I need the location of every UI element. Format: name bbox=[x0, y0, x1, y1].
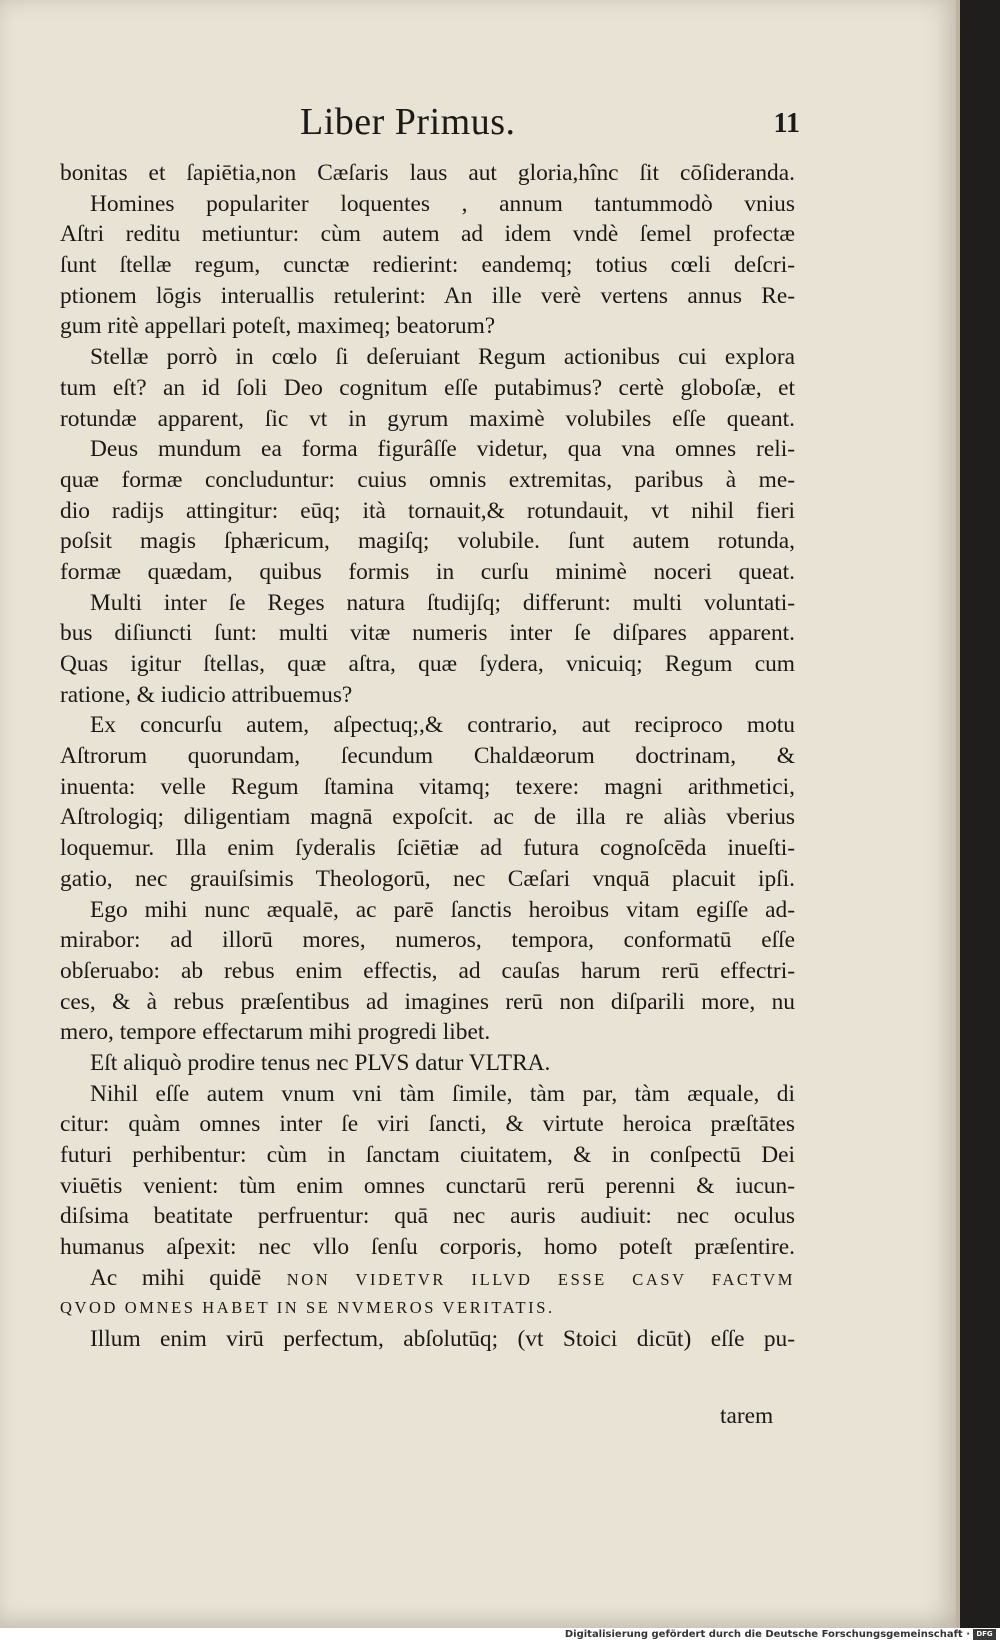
text-line: Ego mihi nunc æqualē, ac parē ſanctis heroibus vitam egiſſe ad- bbox=[90, 896, 795, 923]
text-line: obſeruabo: ab rebus enim effectis, ad cauſas harum rerū effectri- bbox=[60, 957, 795, 984]
text-line: loquemur. Illa enim ſyderalis ſciētiæ ad futura cognoſcēda inueſti- bbox=[60, 835, 795, 862]
text-line: diſsima beatitate perfruentur: quā nec auris audiuit: nec oculus bbox=[60, 1203, 795, 1230]
text-line: Ex concurſu autem, aſpectuq;,& contrario, aut reciproco motu bbox=[90, 712, 795, 739]
small-caps-lead: Ac mihi quidē bbox=[90, 1264, 262, 1291]
text-line: humanus aſpexit: nec vllo ſenſu corporis, homo poteſt præſentire. bbox=[60, 1234, 795, 1261]
page-edge bbox=[956, 0, 960, 1628]
small-caps-text: NON VIDETVR ILLVD ESSE CASV FACTVM bbox=[286, 1269, 795, 1289]
text-line: viuētis venient: tùm enim omnes cunctarū rerū perenni & iucun- bbox=[60, 1172, 795, 1199]
text-line: formæ quædam, quibus formis in curſu minimè noceri queat. bbox=[60, 558, 795, 585]
page-number: 11 bbox=[773, 108, 800, 139]
text-line: Eſt aliquò prodire tenus nec PLVS datur VLTRA. bbox=[90, 1049, 551, 1076]
text-line: ratione, & iudicio attribuemus? bbox=[60, 681, 353, 708]
text-line: Nihil eſſe autem vnum vni tàm ſimile, tàm par, tàm æquale, di bbox=[90, 1080, 795, 1107]
dfg-logo-icon: DFG bbox=[973, 1629, 996, 1640]
text-line: ſunt ſtellæ regum, cunctæ redierint: eandemq; totius cœli deſcri- bbox=[60, 252, 795, 279]
text-line: Homines populariter loquentes , annum tantummodò vnius bbox=[90, 190, 795, 217]
text-line: bonitas et ſapiētia,non Cæſaris laus aut gloria,hînc ſit cōſideranda. bbox=[60, 160, 795, 186]
text-line: quæ formæ concluduntur: cuius omnis extremitas, paribus à me- bbox=[60, 466, 795, 493]
footer-bar bbox=[0, 1628, 1000, 1641]
text-line: dio radijs attingitur: eūq; ità tornauit,& rotundauit, vt nihil fieri bbox=[60, 497, 795, 524]
small-caps-line bbox=[60, 1263, 795, 1294]
funding-credit: Digitalisierung gefördert durch die Deutsche Forschungsgemeinschaft · bbox=[564, 1629, 970, 1640]
text-line: Multi inter ſe Reges natura ſtudijſq; differunt: multi voluntati- bbox=[90, 589, 795, 616]
text-line: mero, tempore effectarum mihi progredi libet. bbox=[60, 1019, 491, 1046]
text-line: mirabor: ad illorū mores, numeros, tempora, conformatū eſſe bbox=[60, 927, 795, 954]
running-title: Liber Primus. bbox=[300, 101, 516, 143]
text-block bbox=[60, 158, 795, 1355]
text-line: citur: quàm omnes inter ſe viri ſancti, & virtute heroica præſtātes bbox=[60, 1111, 795, 1138]
text-line: gum ritè appellari poteſt, maximeq; beatorum? bbox=[60, 313, 496, 340]
small-caps-text: QVOD OMNES HABET IN SE NVMEROS VERITATIS. bbox=[60, 1298, 555, 1318]
text-line: poſsit magis ſphæricum, magiſq; volubile. ſunt autem rotunda, bbox=[60, 528, 795, 555]
text-line: Aſtrologiq; diligentiam magnā expoſcit. ac de illa re aliàs vberius bbox=[60, 804, 795, 831]
text-line: gatio, nec grauiſsimis Theologorū, nec Cæſari vnquā placuit ipſi. bbox=[60, 865, 795, 892]
text-line: rotundæ apparent, ſic vt in gyrum maximè volubiles eſſe queant. bbox=[60, 405, 795, 432]
small-caps-line bbox=[60, 1293, 795, 1324]
text-line: bus diſiuncti ſunt: multi vitæ numeris inter ſe diſpares apparent. bbox=[60, 620, 795, 647]
text-line: Stellæ porrò in cœlo ſi deſeruiant Regum actionibus cui explora bbox=[90, 344, 795, 371]
text-line: Aſtrorum quorundam, ſecundum Chaldæorum doctrinam, & bbox=[60, 743, 795, 770]
running-head bbox=[60, 100, 800, 158]
text-line: Aſtri reditu metiuntur: cùm autem ad idem vndè ſemel profectæ bbox=[60, 221, 795, 248]
text-line: tum eſt? an id ſoli Deo cognitum eſſe putabimus? certè globoſæ, et bbox=[60, 374, 795, 401]
text-line: inuenta: velle Regum ſtamina vitamq; texere: magni arithmetici, bbox=[60, 773, 795, 800]
catchword: tarem bbox=[720, 1403, 774, 1429]
text-line: Illum enim virū perfectum, abſolutūq; (vt Stoici dicūt) eſſe pu- bbox=[90, 1326, 795, 1353]
text-line: futuri perhibentur: cùm in ſanctam ciuitatem, & in conſpectū Dei bbox=[60, 1142, 795, 1168]
text-line: ces, & à rebus præſentibus ad imagines rerū non diſparili more, nu bbox=[60, 988, 795, 1015]
text-line: Quas igitur ſtellas, quæ aſtra, quæ ſydera, vnicuiq; Regum cum bbox=[60, 651, 795, 677]
text-line: Deus mundum ea forma figurâſſe videtur, qua vna omnes reli- bbox=[90, 436, 795, 463]
text-line: ptionem lōgis interuallis retulerint: An ille verè vertens annus Re- bbox=[60, 282, 795, 309]
